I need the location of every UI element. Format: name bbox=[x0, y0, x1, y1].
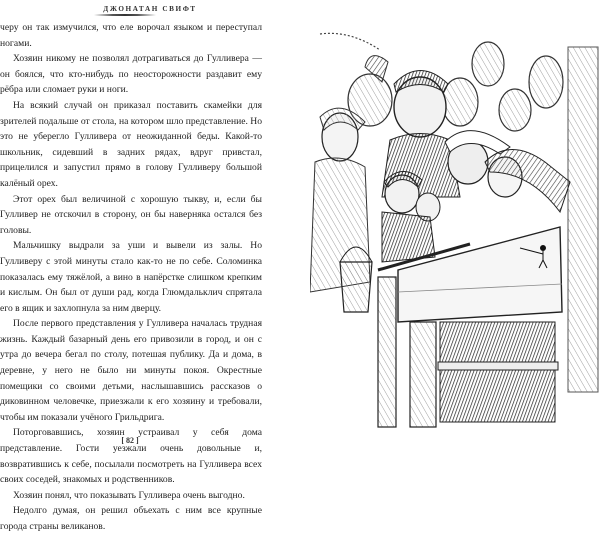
paragraph: Этот орех был величиной с хорошую тыкву, и, если бы Гулливер не отскочил в сторону, он бы наверняка остался без головы. bbox=[0, 193, 262, 236]
paragraph: Поторговавшись, хозяин устраивал у себя дома представление. Гости уезжали очень довольные и, возвратившись к себе, посылали посмотреть на Гулливера всех своих соседей, знакомых и родственников. bbox=[0, 427, 262, 486]
engraving-illustration bbox=[310, 22, 600, 437]
paragraph: черу он так измучился, что еле ворочал языком и переступал ногами. bbox=[0, 22, 262, 49]
paragraph: Хозяин понял, что показывать Гулливера очень выгодно. bbox=[13, 489, 245, 501]
paragraph: После первого представления у Гулливера началась трудная жизнь. Каждый базарный день его привозили в город, и он с утра до вечера бегал по столу, потешая публику. Да и дома, в деревне, у него не было ни минуты покоя. Окрестные помещики со своими детьми, наслышавшись рассказов о диковинном человечке, приезжали к его хозяину и требовали, чтобы им показали учёного Грильдрига. bbox=[0, 318, 262, 423]
paragraph: На всякий случай он приказал поставить скамейки для зрителей подальше от стола, на котором шло представление. Но это не уберегло Гулливера от неожиданной беды. Какой-то школьник, сидевший в задних рядах, вдруг привстал, прицелился и запустил прямо в голову Гулливеру большой калёный орех. bbox=[0, 99, 262, 189]
paragraph: Недолго думая, он решил объехать с ним все крупные города страны великанов. bbox=[0, 505, 262, 532]
page-number: [ 82 ] bbox=[121, 436, 139, 445]
left-page bbox=[0, 0, 300, 532]
paragraph: Хозяин никому не позволял дотрагиваться до Гулливера — он боялся, что кто-нибудь по неосторожности раздавит ему рёбра или сломает руки и ноги. bbox=[0, 53, 262, 96]
running-head: ДЖОНАТАН СВИФТ bbox=[103, 5, 197, 13]
paragraph: Мальчишку выдрали за уши и вывели из залы. Но Гулливеру с этой минуты стало как-то не по себе. Соломинка показалась ему тяжёлой, а вино в напёрстке слишком крепким и кислым. Он был от души рад, когда Глюмдальклич спрятала его в ящик и захлопнула за ним дверцу. bbox=[0, 240, 262, 314]
body-text bbox=[0, 20, 262, 535]
header-divider bbox=[94, 14, 156, 16]
